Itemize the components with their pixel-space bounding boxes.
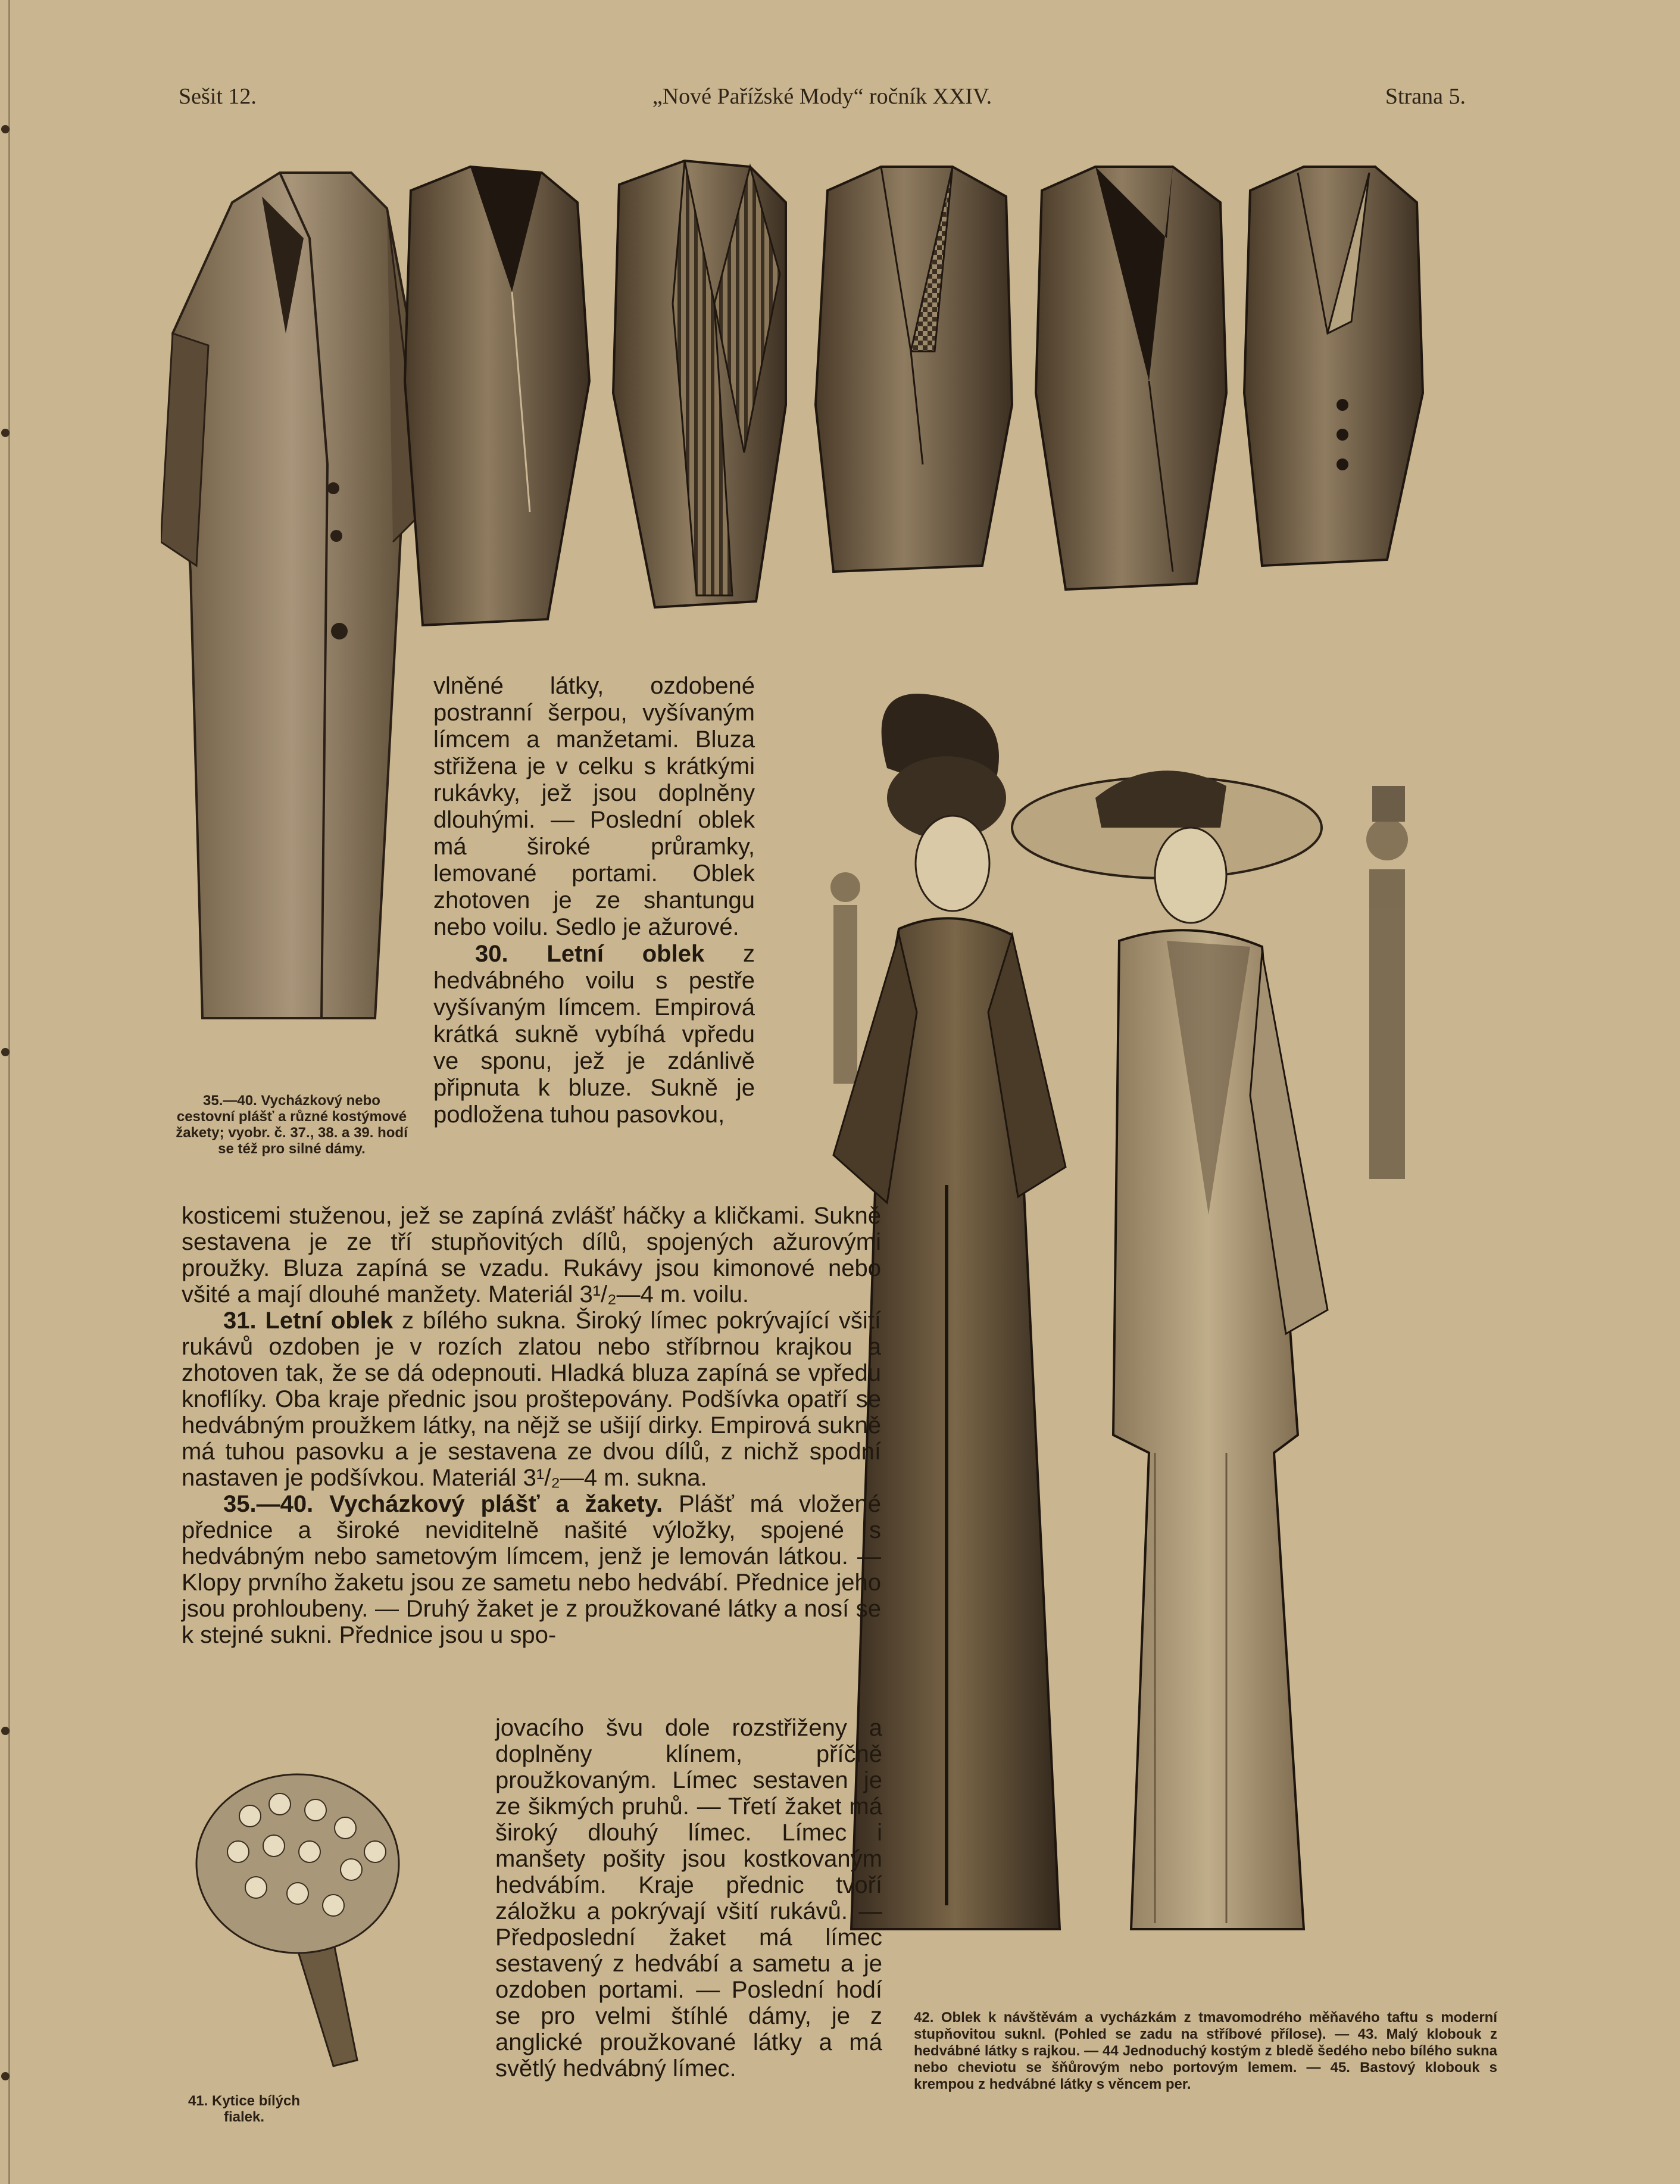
- page-number: Strana 5.: [1385, 84, 1466, 109]
- item-35-continuation: jovacího švu dole rozstřiženy a doplněny klínem, příčně proužkovaným. Límec sestaven je ze šikmých pruhů. — Třetí žaket má široký dlouhý límec. Límec i manšety pošity jsou kostkovaným hedvábím. Kraje přednic tvoří záložku a pokrývají všití rukávů. — Předposlední žaket má límec sestavený z hedvábí a sametu a je ozdoben portami. — Poslední hodí se pro velmi štíhlé dámy, je z anglické proužkované látky a má světlý hedvábný límec.: [495, 1715, 882, 2082]
- binding-hole: [1, 125, 10, 133]
- jacket-1-drawing: [405, 167, 589, 625]
- item-35-paragraph: [182, 1491, 881, 1648]
- item-30-text: z hedvábného voilu s pestře vyšívaným límcem. Empirová krátká sukně vybíhá vpředu ve sponu, jež je zdánlivě připnuta k bluze. Sukně je podložena tuhou pasovkou,: [433, 941, 755, 1128]
- text-body-wide: [182, 1203, 881, 1648]
- magazine-title: „Nové Pařížské Mody“ ročník XXIV.: [652, 84, 992, 109]
- text-column-upper: [433, 673, 755, 1128]
- jacket-2-drawing: [613, 161, 786, 607]
- binding-hole: [1, 2072, 10, 2080]
- item-31-title: 31. Letní oblek: [223, 1308, 394, 1334]
- violet-bouquet-drawing: [196, 1774, 399, 2066]
- binding-hole: [1, 1727, 10, 1735]
- item-30-title: 30. Letní oblek: [475, 941, 705, 967]
- item-31-paragraph: [182, 1308, 881, 1491]
- jacket-4-drawing: [1036, 167, 1226, 589]
- jackets-caption: 35.—40. Vycházkový nebo cestovní plášť a různé kostýmové žakety; vyobr. č. 37., 38. a 39. hodí se též pro silné dámy.: [176, 1093, 408, 1157]
- issue-number: Sešit 12.: [179, 84, 257, 109]
- item-30-paragraph: [433, 941, 755, 1128]
- item-31-text: z bílého sukna. Široký límec pokrývající všití rukávů ozdoben je v rozích zlatou nebo stříbrnou krajkou a zhotoven tak, že se dá odepnouti. Hladká bluza zapíná se vpředu knoflíky. Oba kraje přednic jsou proštepovány. Podšívka opatří se hedvábným proužkem látky, na nějž se ušijí dirky. Empirová sukně má tuhou pasovku a je sestavena ze dvou dílů, z nichž spodní nastaven je podšívkou. Materiál 3¹/₂—4 m. sukna.: [182, 1308, 881, 1491]
- text-column-lower: [495, 1715, 882, 2082]
- outfits-caption: 42. Oblek k návštěvám a vycházkám z tmavomodrého měňavého taftu s moderní stupňovitou suknl. (Pohled se zadu na stříbové přílose). — 43. Malý klobouk z hedvábné látky s rajkou. — 44 Jednoduchý kostým z bledě šedého nebo bílého sukna nebo cheviotu se šňůrovým nebo portovým lemem. — 45. Bastový klobouk s krempou z hedvábné látky s věncem per.: [914, 2010, 1497, 2092]
- long-coat-drawing: [161, 173, 423, 1018]
- paragraph-continuation: vlněné látky, ozdobené postranní šerpou, vyšívaným límcem a manžetami. Bluza střižena je v celku s krátkými rukávky, jež jsou doplněny dlouhými. — Poslední oblek má široké průramky, lemované portami. Oblek zhotoven je ze shantungu nebo voilu. Sedlo je ažurové.: [433, 673, 755, 940]
- binding-hole: [1, 429, 10, 437]
- woman-2-drawing: [1012, 770, 1328, 1929]
- item-30-continuation: kosticemi stuženou, jež se zapíná zvlášť háčky a kličkami. Sukně sestavena je ze tří stupňovitých dílů, spojených ažurovými proužky. Bluza zapíná se vzadu. Rukávy jsou kimonové nebo všité a mají dlouhé manžety. Materiál 3¹/₂—4 m. voilu.: [182, 1203, 881, 1308]
- bouquet-illustration: [179, 1756, 441, 2090]
- item-35-title: 35.—40. Vycházkový plášť a žakety.: [223, 1491, 663, 1517]
- jacket-5-drawing: [1244, 167, 1423, 566]
- item-35-text: Plášť má vložené přednice a široké neviditelně našité výložky, spojené s hedvábným nebo sametovým límcem, jenž je lemován látkou. — Klopy prvního žaketu jsou ze sametu nebo hedvábí. Přednice jeho jsou prohloubeny. — Druhý žaket je z proužkované látky a nosí se k stejné sukni. Přednice jsou u spo-: [182, 1491, 881, 1648]
- jacket-3-drawing: [816, 167, 1012, 572]
- binding-hole: [1, 1048, 10, 1056]
- running-header: [179, 83, 1466, 119]
- page-edge-line: [8, 0, 10, 2184]
- bouquet-caption: 41. Kytice bílých fialek.: [188, 2093, 301, 2125]
